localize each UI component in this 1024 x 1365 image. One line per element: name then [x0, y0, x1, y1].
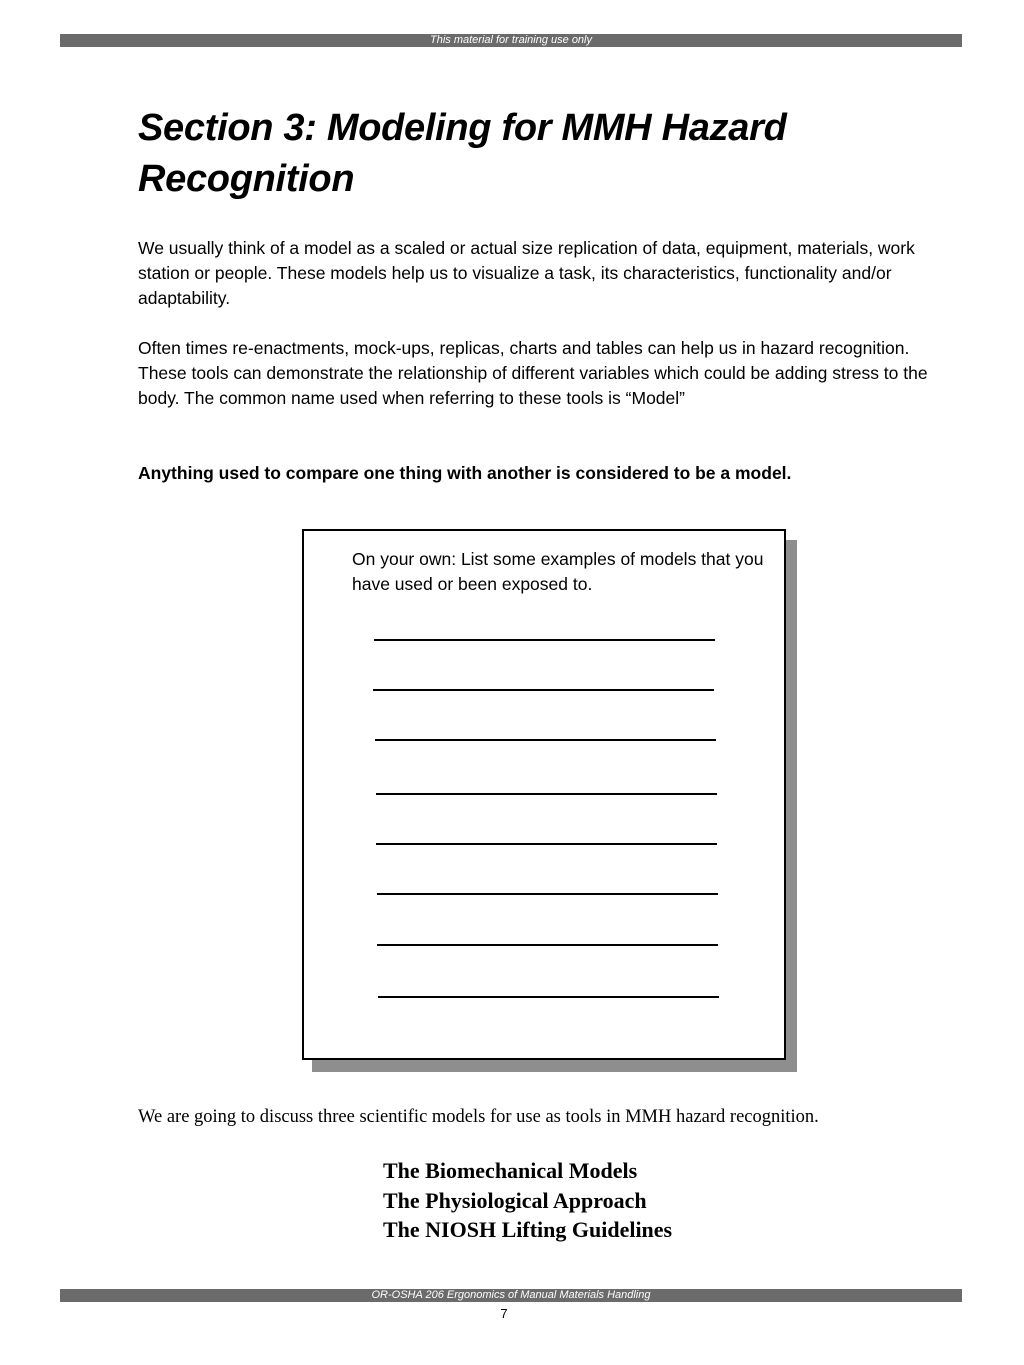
models-intro: We are going to discuss three scientific models for use as tools in MMH hazard recognition. — [138, 1107, 819, 1127]
exercise-box — [302, 529, 786, 1060]
answer-line[interactable] — [376, 843, 717, 845]
tools-paragraph: Often times re-enactments, mock-ups, replicas, charts and tables can help us in hazard recognition. These tools can demonstrate the relationship of different variables which could be adding stress to the body. The common name used when referring to these tools is “Model” — [138, 338, 928, 408]
model-definition: Anything used to compare one thing with another is considered to be a model. — [138, 463, 792, 483]
answer-line[interactable] — [375, 739, 716, 741]
answer-line[interactable] — [377, 893, 718, 895]
exercise-prompt: On your own: List some examples of models that you have used or been exposed to. — [352, 549, 764, 594]
answer-line[interactable] — [377, 944, 718, 946]
footer-banner-text: OR-OSHA 206 Ergonomics of Manual Materials Handling — [371, 1289, 651, 1301]
model-item-biomechanical: The Biomechanical Models — [383, 1158, 638, 1183]
header-banner-text: This material for training use only — [429, 34, 592, 46]
header-banner — [60, 34, 962, 47]
model-list — [383, 1156, 672, 1245]
model-item-physiological: The Physiological Approach — [383, 1187, 647, 1213]
section-title: Section 3: Modeling for MMH Hazard Recognition — [138, 107, 787, 200]
answer-line[interactable] — [378, 996, 719, 998]
page-number: 7 — [500, 1306, 508, 1321]
model-item-niosh: The NIOSH Lifting Guidelines — [383, 1217, 673, 1242]
intro-paragraph: We usually think of a model as a scaled or actual size replication of data, equipment, materials, work station or people. These models help us to visualize a task, its characteristics, functionality and/or adaptability. — [138, 238, 915, 308]
footer-banner — [60, 1289, 962, 1302]
answer-line[interactable] — [376, 793, 717, 795]
answer-line[interactable] — [373, 689, 714, 691]
answer-line[interactable] — [374, 639, 715, 641]
